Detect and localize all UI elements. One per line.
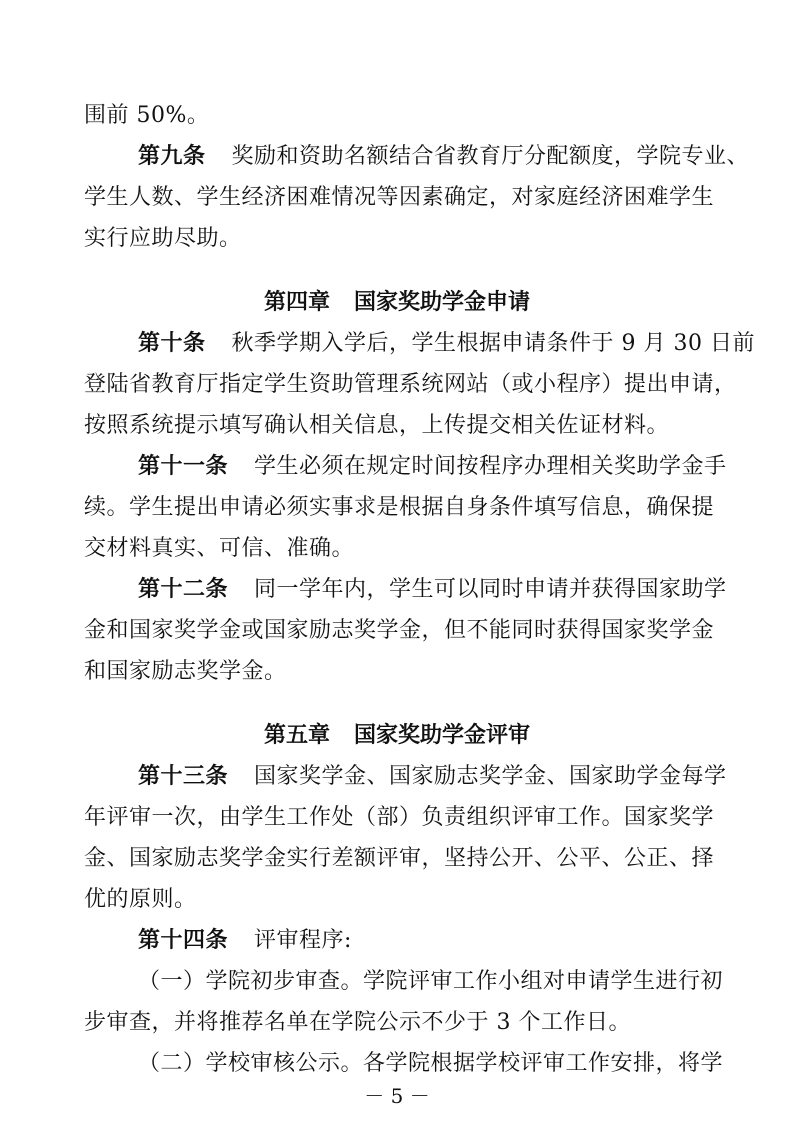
page-number: － 5 － [364,1084,430,1108]
article-text: 评审程序: [254,928,352,953]
chapter-heading [0,720,794,752]
text-line: 年评审一次，由学生工作处（部）负责组织评审工作。国家奖学 [84,805,715,830]
text-line: 金和国家奖学金或国家励志奖学金，但不能同时获得国家奖学金 [84,618,715,643]
chapter-title: 国家奖助学金申请 [354,290,531,315]
article-text: 学生必须在规定时间按程序办理相关奖助学金手 [254,454,727,479]
text-line: 学生人数、学生经济困难情况等因素确定，对家庭经济困难学生 [84,185,715,210]
text-line: 步审查，并将推荐名单在学院公示不少于 3 个工作日。 [84,1010,631,1035]
article-text: 秋季学期入学后，学生根据申请条件于 9 月 30 日前 [231,331,755,356]
chapter-number: 第五章 [263,723,330,748]
text-line: 实行应助尽助。 [84,226,242,251]
text-line: 金、国家励志奖学金实行差额评审，坚持公开、公平、公正、择 [84,846,715,871]
text-line: （二）学校审核公示。各学院根据学校评审工作安排，将学 [138,1051,724,1076]
text-line: （一）学院初步审查。学院评审工作小组对申请学生进行初 [138,969,724,994]
article-9 [138,141,750,173]
text-line: 交材料真实、可信、准确。 [84,536,355,561]
article-label: 第十条 [138,331,206,356]
article-label: 第十三条 [138,764,229,789]
text-line: 续。学生提出申请必须实事求是根据自身条件填写信息，确保提 [84,495,715,520]
article-text: 奖励和资助名额结合省教育厅分配额度，学院专业、 [231,144,750,169]
chapter-heading [0,287,794,319]
chapter-number: 第四章 [263,290,330,315]
article-label: 第十一条 [138,454,229,479]
article-12 [138,574,727,606]
article-11 [138,451,727,483]
article-14 [138,925,714,957]
article-label: 第十四条 [138,928,229,953]
article-text: 同一学年内，学生可以同时申请并获得国家助学 [254,577,727,602]
article-label: 第十二条 [138,577,229,602]
article-text: 国家奖学金、国家励志奖学金、国家助学金每学 [254,764,727,789]
text-line: 按照系统提示填写确认相关信息，上传提交相关佐证材料。 [84,413,670,438]
text-line: 和国家励志奖学金。 [84,659,287,684]
article-label: 第九条 [138,144,206,169]
chapter-title: 国家奖助学金评审 [354,723,531,748]
text-line: 围前 50%。 [84,103,210,128]
article-10 [138,328,755,360]
text-line: 优的原则。 [84,887,197,912]
text-line: 登陆省教育厅指定学生资助管理系统网站（或小程序）提出申请， [84,372,737,397]
article-13 [138,761,727,793]
